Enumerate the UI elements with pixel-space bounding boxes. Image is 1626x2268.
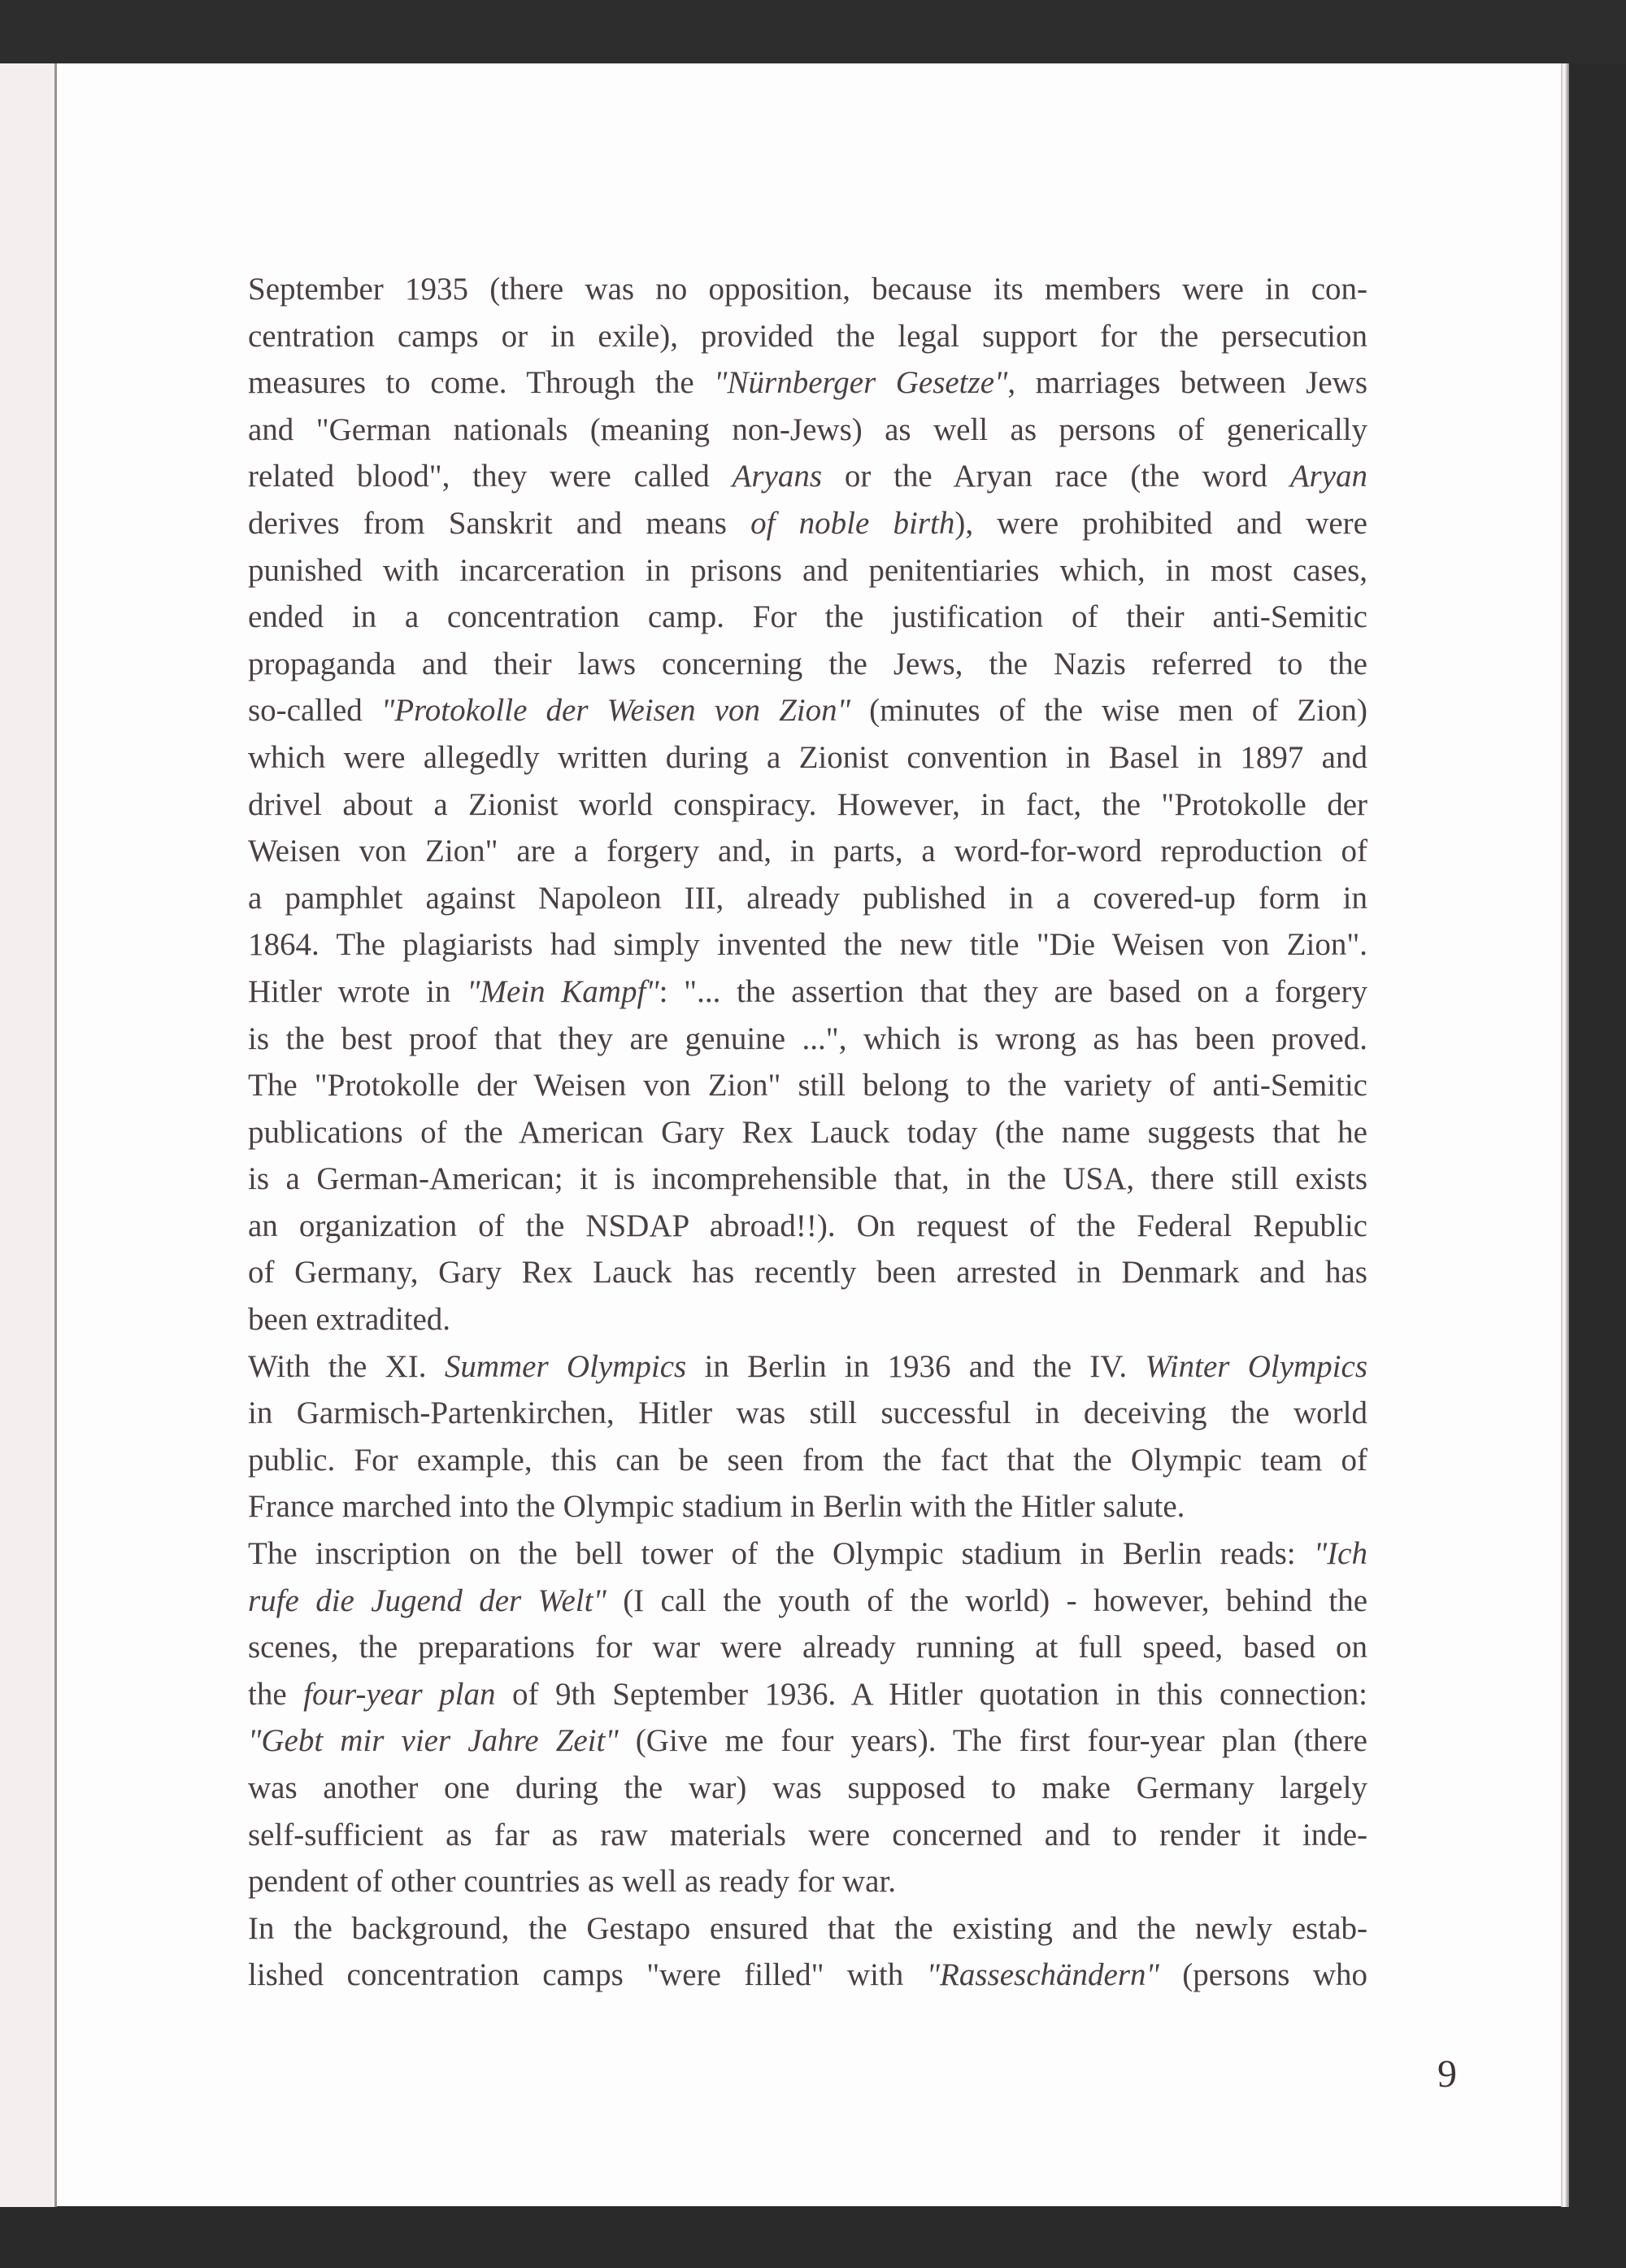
text-run: Weisen von Zion" are a forgery and, in parts, a word-for-word reproduction of xyxy=(248,834,1367,869)
italic-text: four-year plan xyxy=(303,1676,496,1712)
text-run: in Garmisch-Partenkirchen, Hitler was still successful in deceiving the world xyxy=(248,1395,1367,1431)
italic-text: "Protokolle der Weisen von Zion" xyxy=(380,693,851,729)
text-line xyxy=(248,734,1367,781)
text-run: (minutes of the wise men of Zion) xyxy=(850,693,1368,729)
text-line xyxy=(248,1530,1367,1578)
text-line xyxy=(248,359,1367,407)
text-line xyxy=(248,1812,1367,1859)
text-line xyxy=(248,1296,1367,1343)
text-line xyxy=(248,1624,1367,1671)
text-run: pendent of other countries as well as ready for war. xyxy=(248,1864,897,1900)
text-run: scenes, the preparations for war were already running at full speed, based on xyxy=(248,1630,1367,1665)
text-run: In the background, the Gestapo ensured that the existing and the newly estab- xyxy=(248,1910,1367,1946)
text-run: September 1935 (there was no opposition, because its members were in con- xyxy=(248,272,1367,307)
text-run: centration camps or in exile), provided the legal support for the persecution xyxy=(248,318,1367,354)
body-text xyxy=(248,266,1367,1999)
text-run: , marriages between Jews xyxy=(1007,365,1368,401)
italic-text: Aryan xyxy=(1289,459,1367,494)
text-line xyxy=(248,313,1367,360)
text-run: was another one during the war) was supposed to make Germany largely xyxy=(248,1770,1367,1805)
text-line xyxy=(248,1858,1367,1905)
text-run: 1864. The plagiarists had simply invented the new title "Die Weisen von Zion". xyxy=(248,927,1367,963)
text-line xyxy=(248,1390,1367,1437)
text-line xyxy=(248,594,1367,641)
text-run: ended in a concentration camp. For the justification of their anti-Semitic xyxy=(248,599,1367,635)
text-run: lished concentration camps "were filled" with xyxy=(248,1957,927,1993)
text-run: France marched into the Olympic stadium in Berlin with the Hitler salute. xyxy=(248,1489,1185,1525)
text-run: self-sufficient as far as raw materials were concerned and to render it inde- xyxy=(248,1817,1367,1852)
scan-background-top xyxy=(0,0,1626,63)
text-run: public. For example, this can be seen from the fact that the Olympic team of xyxy=(248,1442,1367,1478)
italic-text: "Rasseschändern" xyxy=(926,1957,1159,1993)
text-run: The "Protokolle der Weisen von Zion" still belong to the variety of anti-Semitic xyxy=(248,1068,1367,1104)
text-run: ), were prohibited and were xyxy=(954,505,1367,541)
text-line xyxy=(248,1952,1367,1999)
text-run: punished with incarceration in prisons and penitentiaries which, in most cases, xyxy=(248,552,1367,588)
text-line xyxy=(248,547,1367,594)
text-line xyxy=(248,1437,1367,1484)
text-line xyxy=(248,1765,1367,1812)
italic-text: "Nürnberger Gesetze" xyxy=(714,365,1008,401)
page-gutter-line xyxy=(54,63,57,2207)
italic-text: "Ich xyxy=(1313,1536,1367,1572)
text-line xyxy=(248,500,1367,547)
text-run: the xyxy=(248,1676,304,1712)
text-run: Hitler wrote in xyxy=(248,973,467,1009)
text-run: been extradited. xyxy=(248,1302,451,1338)
text-line xyxy=(248,453,1367,500)
italic-text: Winter Olympics xyxy=(1145,1348,1368,1384)
text-run: and "German nationals (meaning non-Jews) as well as persons of generically xyxy=(248,411,1367,447)
italic-text: "Gebt mir vier Jahre Zeit" xyxy=(248,1723,619,1759)
text-line xyxy=(248,875,1367,922)
italic-text: of noble birth xyxy=(750,505,955,541)
text-run: is the best proof that they are genuine ...", which is wrong as has been proved. xyxy=(248,1021,1367,1056)
text-run: a pamphlet against Napoleon III, already published in a covered-up form in xyxy=(248,880,1367,916)
italic-text: "Mein Kampf" xyxy=(467,973,659,1009)
text-line xyxy=(248,1249,1367,1296)
text-line xyxy=(248,266,1367,313)
text-run: (I call the youth of the world) - however, behind the xyxy=(606,1582,1368,1618)
text-run: measures to come. Through the xyxy=(248,365,715,401)
text-run: related blood", they were called xyxy=(248,459,733,494)
text-line xyxy=(248,1483,1367,1530)
italic-text: Summer Olympics xyxy=(444,1348,687,1384)
text-line xyxy=(248,828,1367,875)
text-line xyxy=(248,1343,1367,1391)
text-line xyxy=(248,687,1367,734)
text-run: of Germany, Gary Rex Lauck has recently been arrested in Denmark and has xyxy=(248,1255,1367,1291)
text-line xyxy=(248,969,1367,1016)
text-run: or the Aryan race (the word xyxy=(822,459,1290,494)
page-number: 9 xyxy=(1437,2053,1457,2096)
text-run: publications of the American Gary Rex Lauck today (the name suggests that he xyxy=(248,1114,1367,1150)
text-run: : "... the assertion that they are based on a forgery xyxy=(659,973,1367,1009)
text-run: (persons who xyxy=(1159,1957,1367,1993)
text-line xyxy=(248,1203,1367,1250)
italic-text: Aryans xyxy=(732,459,823,494)
text-run: With the XI. xyxy=(248,1348,445,1384)
text-line xyxy=(248,641,1367,688)
text-run: derives from Sanskrit and means xyxy=(248,505,751,541)
text-run: propaganda and their laws concerning the Jews, the Nazis referred to the xyxy=(248,646,1367,681)
text-run: drivel about a Zionist world conspiracy. However, in fact, the "Protokolle der xyxy=(248,786,1367,822)
text-line xyxy=(248,921,1367,969)
text-line xyxy=(248,781,1367,829)
text-line xyxy=(248,1671,1367,1718)
page-edge xyxy=(1561,63,1569,2207)
text-line xyxy=(248,407,1367,454)
text-run: of 9th September 1936. A Hitler quotation in this connection: xyxy=(495,1676,1367,1712)
italic-text: rufe die Jugend der Welt" xyxy=(248,1582,606,1618)
text-line xyxy=(248,1578,1367,1625)
text-run: so-called xyxy=(248,693,381,729)
text-line xyxy=(248,1156,1367,1203)
text-run: in Berlin in 1936 and the IV. xyxy=(686,1348,1146,1384)
previous-page-edge xyxy=(0,63,55,2207)
text-line xyxy=(248,1717,1367,1765)
text-run: The inscription on the bell tower of the Olympic stadium in Berlin reads: xyxy=(248,1536,1314,1572)
text-line xyxy=(248,1905,1367,1952)
text-run: (Give me four years). The first four-year plan (there xyxy=(618,1723,1367,1759)
text-run: an organization of the NSDAP abroad!!). On request of the Federal Republic xyxy=(248,1208,1367,1243)
text-run: which were allegedly written during a Zionist convention in Basel in 1897 and xyxy=(248,739,1367,775)
text-run: is a German-American; it is incomprehensible that, in the USA, there still exists xyxy=(248,1161,1367,1197)
text-line xyxy=(248,1062,1367,1109)
text-line xyxy=(248,1109,1367,1156)
text-line xyxy=(248,1016,1367,1063)
